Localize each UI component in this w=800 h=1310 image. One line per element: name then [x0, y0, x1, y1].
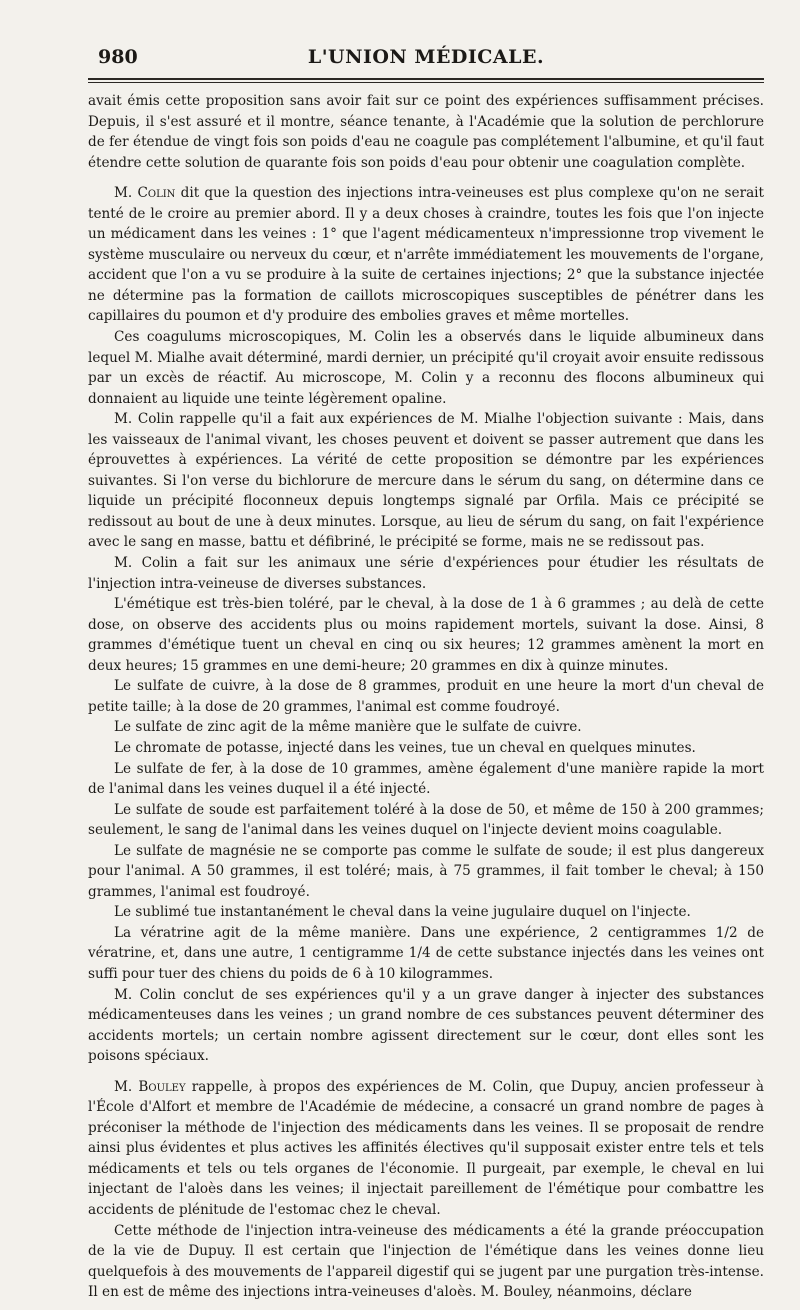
paragraph: Le sulfate de fer, à la dose de 10 grammes, amène également d'une manière rapide la mort de l'animal dans les veines duquel il a été injecté. [88, 760, 764, 798]
paragraph: Le sulfate de zinc agit de la même manière que le sulfate de cuivre. [114, 719, 582, 736]
paragraph: La vératrine agit de la même manière. Dans une expérience, 2 centigrammes 1/2 de vératrine, et, dans une autre, 1 centigramme 1/4 de cette substance injectés dans les veines ont suffi pour tuer des chiens du poids de 6 à 10 kilogrammes. [88, 924, 764, 982]
paragraph: Le sulfate de soude est parfaitement toléré à la dose de 50, et même de 150 à 200 grammes; seulement, le sang de l'animal dans les veines duquel on l'injecte devient moins coagulable. [88, 801, 764, 839]
header-rule-thin [88, 82, 764, 83]
paragraph: Le sulfate de cuivre, à la dose de 8 grammes, produit en une heure la mort d'un cheval de petite taille; à la dose de 20 grammes, l'animal est comme foudroyé. [88, 678, 764, 715]
paragraph: Le sulfate de magnésie ne se comporte pas comme le sulfate de soude; il est plus dangereux pour l'animal. A 50 grammes, il est toléré; mais, à 75 grammes, il fait tomber le cheval; à 150 grammes, l'animal est foudroyé. [88, 842, 764, 900]
speaker-name: M. Colin [114, 185, 176, 202]
header-rule [88, 78, 764, 80]
body-text [88, 91, 764, 1303]
paragraph: Cette méthode de l'injection intra-veineuse des médicaments a été la grande préoccupation de la vie de Dupuy. Il est certain que l'injection de l'émétique dans les veines donne lieu quelquefois à des mouvements de l'appareil digestif qui se jugent par une purgation très-intense. Il en est de même des injections intra-veineuses d'aloès. M. Bouley, néanmoins, déclare [88, 1222, 764, 1301]
paragraph: avait émis cette proposition sans avoir fait sur ce point des expériences suffisamment précises. Depuis, il s'est assuré et il montre, séance tenante, à l'Académie que la solution de perchlorure de fer étendue de vingt fois son poids d'eau ne coagule pas complétement l'albumine, et qu'il faut étendre cette solution de quarante fois son poids d'eau pour obtenir une coagulation complète. [88, 93, 764, 171]
page-header [88, 46, 764, 76]
paragraph: L'émétique est très-bien toléré, par le cheval, à la dose de 1 à 6 grammes ; au delà de cette dose, on observe des accidents plus ou moins rapidement mortels, suivant la dose. Ainsi, 8 grammes d'émétique tuent un cheval en cinq ou six heures; 12 grammes amènent la mort en deux heures; 15 grammes en une demi-heure; 20 grammes en dix à quinze minutes. [88, 596, 764, 674]
speaker-name: M. Bouley [114, 1078, 186, 1095]
paragraph: Le sublimé tue instantanément le cheval dans la veine jugulaire duquel on l'injecte. [114, 904, 691, 921]
paragraph: M. Bouley rappelle, à propos des expériences de M. Colin, que Dupuy, ancien professeur à l'École d'Alfort et membre de l'Académie de médecine, a consacré un grand nombre de pages à préconiser la méthode de l'injection des médicaments dans les veines. Il se proposait de rendre ainsi plus évidentes et plus actives les affinités électives qu'il supposait exister entre tels et tels médicaments et tels ou tels organes de l'économie. Il purgeait, par exemple, le cheval en lui injectant de l'aloès dans les veines; il injectait pareillement de l'émétique pour combattre les accidents de plénitude de l'estomac chez le cheval. [88, 1078, 764, 1218]
page-number: 980 [98, 46, 138, 68]
paragraph: Ces coagulums microscopiques, M. Colin les a observés dans le liquide albumineux dans lequel M. Mialhe avait déterminé, mardi dernier, un précipité qu'il croyait avoir ensuite redissous par un excès de réactif. Au microscope, M. Colin y a reconnu des flocons albumineux qui donnaient au liquide une teinte légèrement opaline. [88, 329, 764, 407]
paragraph: Le chromate de potasse, injecté dans les veines, tue un cheval en quelques minutes. [114, 739, 696, 756]
running-title: L'UNION MÉDICALE. [307, 46, 545, 68]
paragraph: M. Colin conclut de ses expériences qu'il y a un grave danger à injecter des substances médicamenteuses dans les veines ; un grand nombre de ces substances peuvent déterminer des accidents mortels; un certain nombre agissent directement sur le cœur, dont elles sont les poisons spéciaux. [88, 986, 764, 1065]
paragraph: M. Colin a fait sur les animaux une série d'expériences pour étudier les résultats de l'injection intra-veineuse de diverses substances. [88, 555, 764, 592]
paragraph: M. Colin dit que la question des injections intra-veineuses est plus complexe qu'on ne serait tenté de le croire au premier abord. Il y a deux choses à craindre, toutes les fois que l'on injecte un médicament dans les veines : 1° que l'agent médicamenteux n'impressionne trop vivement le système musculaire ou nerveux du cœur, et n'arrête immédiatement les mouvements de l'organe, accident que l'on a vu se produire à la suite de certaines injections; 2° que la substance injectée ne détermine pas la formation de caillots microscopiques susceptibles de pénétrer dans les capillaires du poumon et d'y produire des embolies graves et même mortelles. [88, 185, 764, 325]
paragraph: M. Colin rappelle qu'il a fait aux expériences de M. Mialhe l'objection suivante : Mais, dans les vaisseaux de l'animal vivant, les choses peuvent et doivent se passer autrement que dans les éprouvettes à expériences. La vérité de cette proposition se démontre par les expériences suivantes. Si l'on verse du bichlorure de mercure dans le sérum du sang, on détermine dans ce liquide un précipité floconneux depuis longtemps signalé par Orfila. Mais ce précipité se redissout au bout de une à deux minutes. Lorsque, au lieu de sérum du sang, on fait l'expérience avec le sang en masse, battu et défibriné, le précipité se forme, mais ne se redissout pas. [88, 411, 764, 551]
